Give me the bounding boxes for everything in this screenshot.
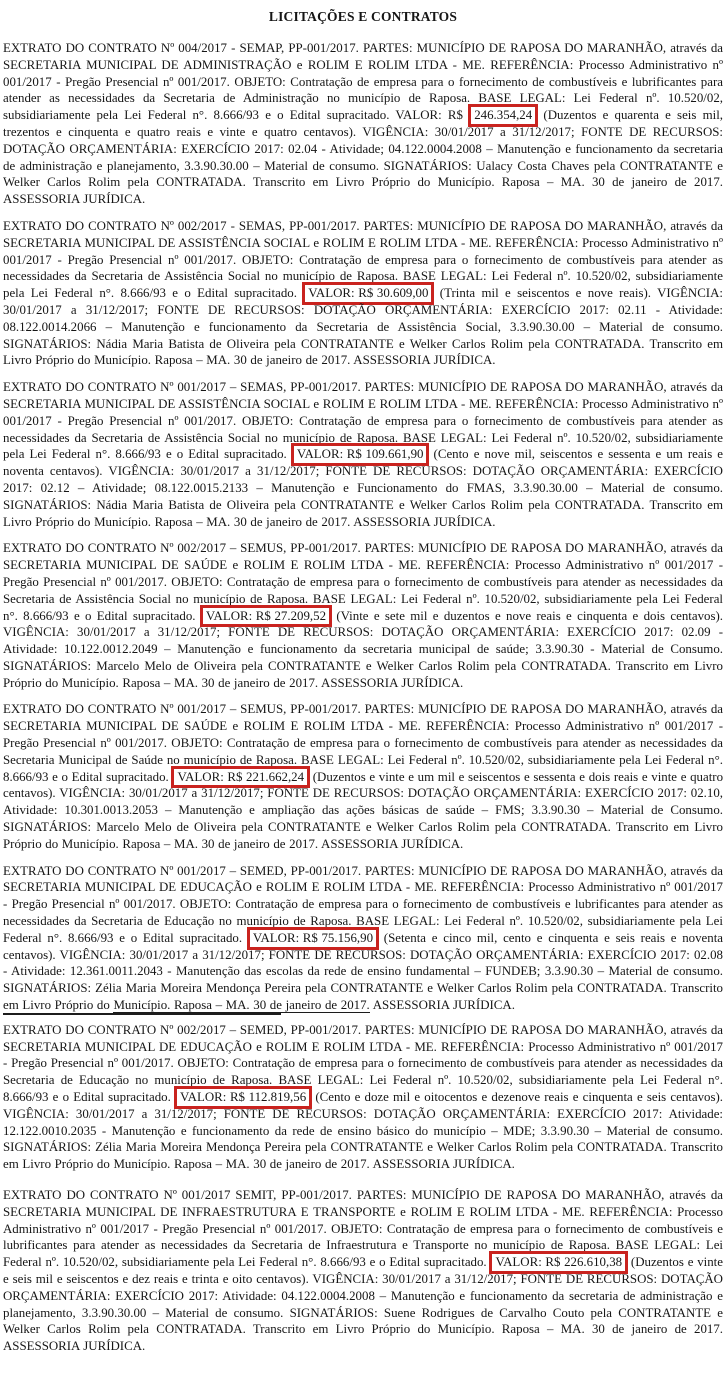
- contract-body: (Cento e doze mil e oitocentos e dezenove reais e cinquenta e seis centavos). VIGÊNCIA: 30/01/2017 a 31/12/2017; FONTE DE RECURSOS: DOTAÇÃO ORÇAMENTÁRIA: EXERCÍCIO 2017: Atividade: 12.122.0010.2035 - Manutenção e funcionamento da rede de ensino básico do município – MDE; 3.3.90.30 – Material de consumo. SIGNATÁRIOS: Zélia Maria Moreira Mendonça Pereira pela CONTRATANTE e Welker Carlos Rolim pela CONTRATADA. Transcrito em Livro Próprio do Município. Raposa – MA. 30 de janeiro de 2017. ASSESSORIA JURÍDICA.: [3, 1090, 723, 1172]
- contract-heading: EXTRATO DO CONTRATO Nº 001/2017 – SEMED, PP-001/2017.: [3, 863, 362, 878]
- contract-body: (Setenta e cinco mil, cento e cinquenta e seis reais e noventa centavos). VIGÊNCIA: 30/01/2017 a 31/12/2017; FONTE DE RECURSOS: DOTAÇÃO ORÇAMENTÁRIA: EXERCÍCIO 2017: 02.08 - Atividade: 12.361.0011.2043 - Manutenção das escolas da rede de ensino fundamental – FUNDEB; 3.3.90.30 – Material de consumo. SIGNATÁRIOS: Zélia Maria Moreira Mendonça Pereira pela CONTRATANTE e Welker Carlos Rolim pela CONTRATADA. Transcrito em Livro Próprio do: [3, 930, 724, 1013]
- contract-body: (Duzentos e vinte e um mil e seiscentos e sessenta e dois reais e vinte e quatro centavos). VIGÊNCIA: 30/01/2017 a 31/12/2017; FONTE DE RECURSOS: DOTAÇÃO ORÇAMENTÁRIA: EXERCÍCIO 2017: 02.10, Atividade: 10.301.0013.2053 – Manutenção e ampliação das ações básicas de saúde – FMS; 3.3.90.30 – Material de Consumo. SIGNATÁRIOS: Marcelo Melo de Oliveira pela CONTRATANTE e Welker Carlos Rolim pela CONTRATADA. Transcrito em Livro Próprio do Município. Raposa – MA. 30 de janeiro de 2017. ASSESSORIA JURÍDICA.: [3, 769, 724, 851]
- contract-value-highlight: VALOR: R$ 221.662,24: [171, 766, 310, 789]
- contract-body: ASSESSORIA JURÍDICA.: [372, 998, 515, 1013]
- contract-heading: EXTRATO DO CONTRATO Nº 004/2017 - SEMAP, PP-001/2017.: [3, 41, 359, 55]
- contract-body: (Duzentos e vinte e seis mil e seiscentos e dez reais e trinta e oito centavos). VIGÊNCIA: 30/01/2017 a 31/12/2017; FONTE DE RECURSOS: DOTAÇÃO ORÇAMENTÁRIA: EXERCÍCIO 2017: Atividade: 04.122.0004.2008 – Manutenção e funcionamento da secretaria de administração e planejamento, 3.3.90.30.00 – Material de consumo. SIGNATÁRIOS: Suene Rodrigues de Carvalho Couto pela CONTRATANTE e Welker Carlos Rolim pela CONTRATADA. Transcrito em Livro Próprio do Município. Raposa – MA. 30 de janeiro de 2017. ASSESSORIA JURÍDICA.: [3, 1255, 723, 1354]
- contract-body: PARTES: MUNICÍPIO DE RAPOSA DO MARANHÃO, através da SECRETARIA MUNICIPAL DE EDUCAÇÃO e ROLIM E ROLIM LTDA - ME. REFERÊNCIA: Processo Administrativo nº 001/2017 - Pregão Presencial nº 001/2017. OBJETO: Contratação de empresa para o fornecimento de combustíveis para atender as necessidades da Secretaria de Educação no município de Raposa. BASE LEGAL: Lei Federal nº. 10.520/02, subsidiariamente pela Lei Federal n°. 8.666/93 e o Edital supracitado.: [3, 1022, 723, 1105]
- contract-extract-semus-002: [3, 540, 723, 691]
- contract-body: (Duzentos e quarenta e seis mil, trezentos e cinquenta e quatro reais e vinte e quatro centavos). VIGÊNCIA: 30/01/2017 a 31/12/2017; FONTE DE RECURSOS: DOTAÇÃO ORÇAMENTÁRIA: EXERCÍCIO 2017: 02.04 - Atividade; 04.122.0004.2008 – Manutenção e funcionamento da secretaria de administração e planejamento, 3.3.90.30.00 – Material de consumo. SIGNATÁRIOS: Ualacy Costa Chaves pela CONTRATANTE e Welker Carlos Rolim pela CONTRATADA. Transcrito em Livro Próprio do Município. Raposa – MA. 30 de janeiro de 2017. ASSESSORIA JURÍDICA.: [3, 108, 724, 207]
- contract-body: PARTES: MUNICÍPIO DE RAPOSA DO MARANHÃO, através da SECRETARIA MUNICIPAL DE INFRAESTRUTURA E TRANSPORTE e ROLIM E ROLIM LTDA - ME. REFERÊNCIA: Processo Administrativo nº 001/2017 - Pregão Presencial nº 001/2017. OBJETO: Contratação de empresa para o fornecimento de combustíveis e lubrificantes para atender as necessidades da Secretaria de Infraestrutura e Transporte no município de Raposa. BASE LEGAL: Lei Federal nº. 10.520/02, subsidiariamente pela Lei Federal n°. 8.666/93 e o Edital supracitado.: [3, 1188, 723, 1270]
- contract-body: (Cento e nove mil, seiscentos e sessenta e um reais e noventa centavos). VIGÊNCIA: 30/01/2017 a 31/12/2017; FONTE DE RECURSOS: DOTAÇÃO ORÇAMENTÁRIA: EXERCÍCIO 2017: 02.12 – Atividade; 08.122.0015.2133 – Manutenção e Funcionamento do FMAS, 3.3.90.30.00 – Material de consumo. SIGNATÁRIOS: Nádia Maria Batista de Oliveira pela CONTRATANTE e Welker Carlos Rolim pela CONTRATADA. Transcrito em Livro Próprio do Município. Raposa – MA. 30 de janeiro de 2017. ASSESSORIA JURÍDICA.: [3, 447, 724, 529]
- contract-extract-semed-002: [3, 1022, 723, 1173]
- contract-body: PARTES: MUNICÍPIO DE RAPOSA DO MARANHÃO, através da SECRETARIA MUNICIPAL DE EDUCAÇÃO e ROLIM E ROLIM LTDA - ME. REFERÊNCIA: Processo Administrativo nº 001/2017 - Pregão Presencial nº 001/2017. OBJETO: Contratação de empresa para o fornecimento de combustíveis e lubrificantes para atender as necessidades da Secretaria de Educação no município de Raposa. BASE LEGAL: Lei Federal nº. 10.520/02, subsidiariamente pela Lei Federal n°. 8.666/93 e o Edital supracitado.: [3, 863, 723, 945]
- contract-heading: EXTRATO DO CONTRATO Nº 002/2017 – SEMUS, PP-001/2017.: [3, 541, 361, 556]
- contract-value-highlight: VALOR: R$ 226.610,38: [489, 1251, 628, 1274]
- contract-body: (Trinta mil e seiscentos e nove reais). VIGÊNCIA: 30/01/2017 a 31/12/2017; FONTE DE RECURSOS: DOTAÇÃO ORÇAMENTÁRIA: EXERCÍCIO 2017: 02.11 - Atividade: 08.122.0014.2066 – Manutenção e funcionamento da Secretaria de Assistência Social, 3.3.90.30.00 – Material de consumo. SIGNATÁRIOS: Nádia Maria Batista de Oliveira pela CONTRATANTE e Welker Carlos Rolim pela CONTRATADA. Transcrito em Livro Próprio do Município. Raposa – MA. 30 de janeiro de 2017. ASSESSORIA JURÍDICA.: [3, 286, 723, 368]
- contract-heading: EXTRATO DO CONTRATO Nº 002/2017 - SEMAS, PP-001/2017.: [3, 218, 360, 233]
- contract-body: PARTES: MUNICÍPIO DE RAPOSA DO MARANHÃO, através da SECRETARIA MUNICIPAL DE ASSISTÊNCIA SOCIAL e ROLIM E ROLIM LTDA - ME. REFERÊNCIA: Processo Administrativo nº 001/2017 - Pregão Presencial nº 001/2017. OBJETO: Contratação de empresa para o fornecimento de combustíveis para atender as necessidades da Secretaria de Assistência Social no município de Raposa. BASE LEGAL: Lei Federal nº. 10.520/02, subsidiariamente pela Lei Federal n°. 8.666/93 e o Edital supracitado.: [3, 218, 723, 301]
- contract-extract-semas-001: [3, 379, 723, 530]
- contract-extract-semus-001: [3, 701, 723, 852]
- contract-body: PARTES: MUNICÍPIO DE RAPOSA DO MARANHÃO, através da SECRETARIA MUNICIPAL DE SAÚDE e ROLIM E ROLIM LTDA - ME. REFERÊNCIA: Processo Administrativo nº 001/2017 - Pregão Presencial nº 001/2017. OBJETO: Contratação de empresa para o fornecimento de combustíveis para atender as necessidades da Secretaria de Assistência Social no município de Raposa. BASE LEGAL: Lei Federal nº. 10.520/02, subsidiariamente pela Lei Federal n°. 8.666/93 e o Edital supracitado.: [3, 541, 723, 623]
- page-title: LICITAÇÕES E CONTRATOS: [268, 9, 458, 24]
- contract-value-highlight: VALOR: R$ 112.819,56: [174, 1086, 312, 1109]
- contract-extract-semap-004: [3, 40, 723, 208]
- contract-heading: EXTRATO DO CONTRATO Nº 001/2017 SEMIT, PP-001/2017.: [3, 1188, 352, 1202]
- contract-value-highlight: VALOR: R$ 75.156,90: [247, 927, 379, 950]
- contract-body: PARTES: MUNICÍPIO DE RAPOSA DO MARANHÃO, através da SECRETARIA MUNICIPAL DE ADMINISTRAÇÃO e ROLIM E ROLIM LTDA - ME. REFERÊNCIA: Processo Administrativo nº 001/2017 - Pregão Presencial nº 001/2017. OBJETO: Contratação de empresa para o fornecimento de combustíveis e lubrificantes para atender as necessidades da Secretaria de Administração no município de Raposa. BASE LEGAL: Lei Federal nº. 10.520/02, subsidiariamente pela Lei Federal n°. 8.666/93 e o Edital supracitado. VALOR: R$: [3, 41, 723, 123]
- contract-heading: EXTRATO DO CONTRATO Nº 002/2017 – SEMED, PP-001/2017.: [3, 1022, 362, 1037]
- contract-extract-semed-001: [3, 863, 723, 1014]
- contract-body: (Vinte e sete mil e duzentos e nove reais e cinquenta e dois centavos). VIGÊNCIA: 30/01/2017 a 31/12/2017; FONTE DE RECURSOS: DOTAÇÃO ORÇAMENTÁRIA: EXERCÍCIO 2017: 02.09 - Atividade: 10.122.0012.2049 – Manutenção e funcionamento da secretaria municipal de saúde; 3.3.90.30 - Material de Consumo. SIGNATÁRIOS: Marcelo Melo de Oliveira pela CONTRATANTE e Welker Carlos Rolim pela CONTRATADA. Transcrito em Livro Próprio do Município. Raposa – MA. 30 de janeiro de 2017. ASSESSORIA JURÍDICA.: [3, 608, 724, 690]
- contract-value-highlight: VALOR: R$ 30.609,00: [302, 282, 434, 305]
- contract-extract-semas-002: [3, 218, 723, 369]
- contract-body-underlined: Município. Raposa – MA. 30 de janeiro de 2017.: [113, 998, 370, 1013]
- contract-heading: EXTRATO DO CONTRATO Nº 001/2017 – SEMUS, PP-001/2017.: [3, 702, 361, 717]
- contract-value-highlight: 246.354,24: [468, 104, 538, 127]
- contract-extract-semit-001: [3, 1187, 723, 1355]
- contract-value-highlight: VALOR: R$ 27.209,52: [200, 605, 332, 628]
- contract-body: PARTES: MUNICÍPIO DE RAPOSA DO MARANHÃO, através da SECRETARIA MUNICIPAL DE SAÚDE e ROLIM E ROLIM LTDA - ME. REFERÊNCIA: Processo Administrativo nº 001/2017 - Pregão Presencial nº 001/2017. OBJETO: Contratação de empresa para o fornecimento de combustíveis para atender as necessidades da Secretaria Municipal de Saúde no município de Raposa. BASE LEGAL: Lei Federal nº. 10.520/02, subsidiariamente pela Lei Federal n°. 8.666/93 e o Edital supracitado.: [3, 702, 723, 784]
- contract-heading: EXTRATO DO CONTRATO Nº 001/2017 – SEMAS, PP-001/2017.: [3, 380, 361, 395]
- contract-value-highlight: VALOR: R$ 109.661,90: [291, 443, 430, 466]
- contract-body: PARTES: MUNICÍPIO DE RAPOSA DO MARANHÃO, através da SECRETARIA MUNICIPAL DE ASSISTÊNCIA SOCIAL e ROLIM E ROLIM LTDA - ME. REFERÊNCIA: Processo Administrativo nº 001/2017 - Pregão Presencial nº 001/2017. OBJETO: Contratação de empresa para o fornecimento de combustíveis para atender as necessidades da Secretaria de Assistência Social no município de Raposa. BASE LEGAL: Lei Federal nº. 10.520/02, subsidiariamente pela Lei Federal n°. 8.666/93 e o Edital supracitado.: [3, 380, 723, 462]
